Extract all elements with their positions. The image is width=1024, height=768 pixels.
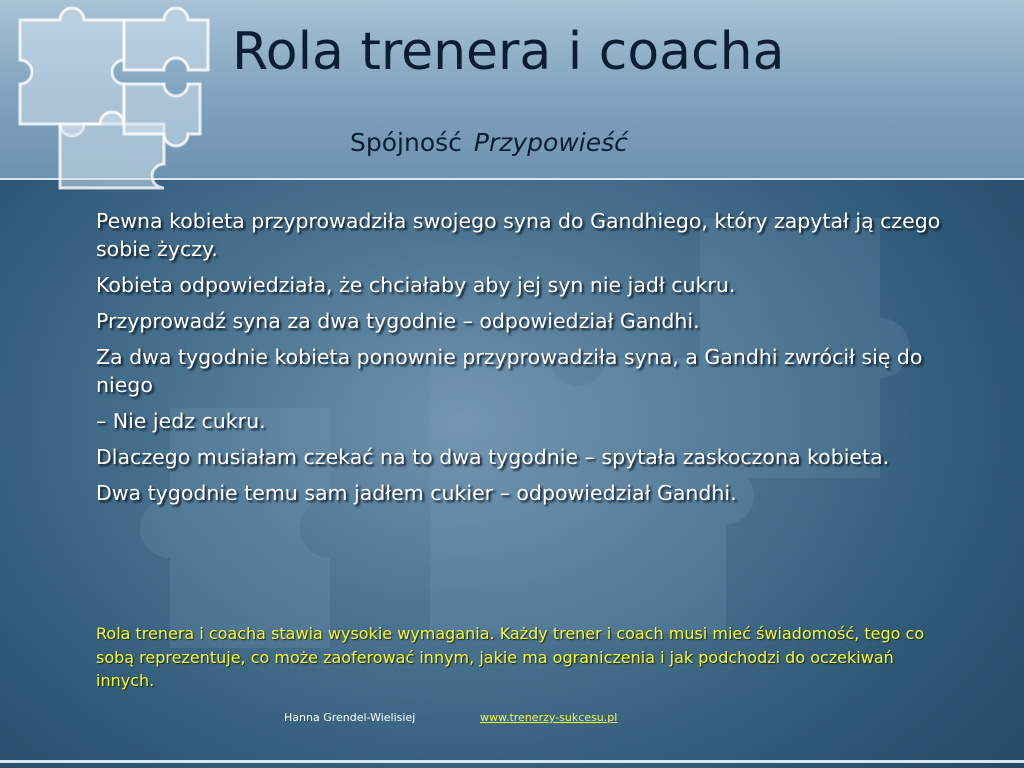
story-paragraph: Dlaczego musiałam czekać na to dwa tygodnie – spytała zaskoczona kobieta. [96, 445, 890, 469]
story-paragraph: Kobieta odpowiedziała, że chciałaby aby jej syn nie jadł cukru. [96, 273, 736, 297]
slide-header [0, 0, 1024, 180]
story-paragraph: Przyprowadź syna za dwa tygodnie – odpowiedział Gandhi. [96, 309, 700, 333]
story-paragraph: Za dwa tygodnie kobieta ponownie przyprowadziła syna, a Gandhi zwrócił się do niego [96, 345, 923, 397]
story-text [96, 207, 956, 515]
story-paragraph: – Nie jedz cukru. [96, 409, 266, 433]
subtitle-italic: Przypowieść [473, 128, 628, 157]
footer-author: Hanna Grendel-Wielisiej [284, 711, 416, 724]
bottom-divider [0, 760, 1024, 763]
coach-note: Rola trenera i coacha stawia wysokie wymagania. Każdy trener i coach musi mieć świadomość, tego co sobą reprezentuje, co może zaoferować innym, jakie ma ograniczenia i jak podchodzi do oczekiwań innych. [96, 624, 925, 690]
puzzle-icon [0, 0, 220, 190]
slide-subtitle [350, 128, 628, 157]
story-paragraph: Pewna kobieta przyprowadziła swojego syna do Gandhiego, który zapytał ją czego sobie życzy. [96, 209, 941, 261]
footer-website-link[interactable]: www.trenerzy-sukcesu.pl [480, 711, 618, 724]
subtitle-main: Spójność [350, 128, 462, 157]
slide-title: Rola trenera i coacha [232, 22, 785, 82]
story-paragraph: Dwa tygodnie temu sam jadłem cukier – odpowiedział Gandhi. [96, 481, 737, 505]
